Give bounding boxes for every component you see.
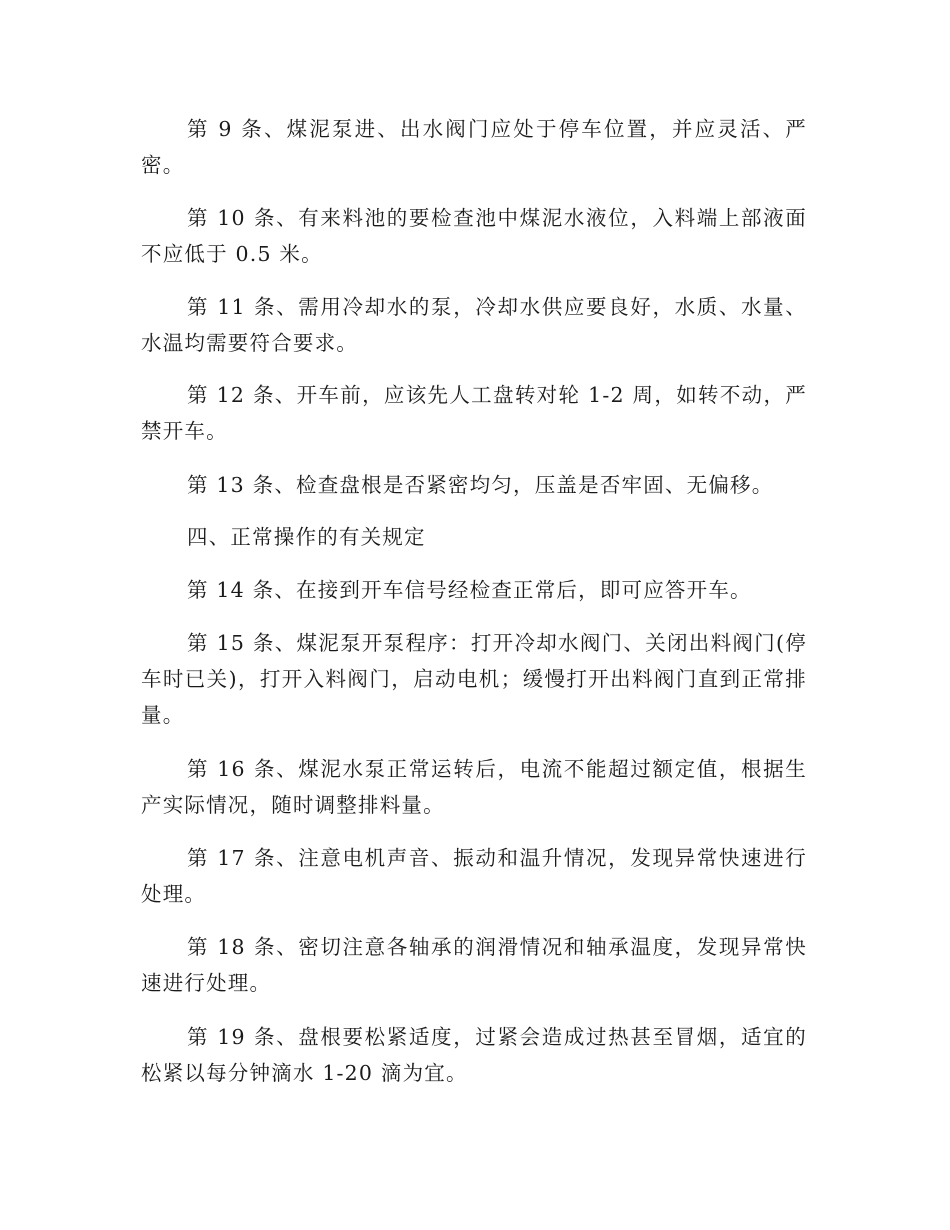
- section-heading: 四、正常操作的有关规定: [187, 525, 426, 549]
- paragraph-article-12: 第 12 条、开车前，应该先人工盘转对轮 1-2 周，如转不动，严禁开车。: [141, 383, 807, 443]
- paragraph-article-10: 第 10 条、有来料池的要检查池中煤泥水液位，入料端上部液面不应低于 0.5 米。: [141, 206, 807, 266]
- paragraph-article-19: 第 19 条、盘根要松紧适度，过紧会造成过热甚至冒烟，适宜的松紧以每分钟滴水 1-20 滴为宜。: [141, 1025, 807, 1085]
- paragraph-article-13: 第 13 条、检查盘根是否紧密均匀，压盖是否牢固、无偏移。: [187, 473, 774, 497]
- paragraph-article-16: 第 16 条、煤泥水泵正常运转后，电流不能超过额定值，根据生产实际情况，随时调整排料量。: [141, 757, 807, 817]
- paragraph-article-18: 第 18 条、密切注意各轴承的润滑情况和轴承温度，发现异常快速进行处理。: [141, 935, 807, 995]
- paragraph-article-15: 第 15 条、煤泥泵开泵程序：打开冷却水阀门、关闭出料阀门(停车时已关)，打开入料阀门，启动电机；缓慢打开出料阀门直到正常排量。: [141, 631, 807, 727]
- paragraph-article-9: 第 9 条、煤泥泵进、出水阀门应处于停车位置，并应灵活、严密。: [141, 117, 807, 177]
- paragraph-article-11: 第 11 条、需用冷却水的泵，冷却水供应要良好，水质、水量、水温均需要符合要求。: [141, 295, 807, 355]
- paragraph-article-17: 第 17 条、注意电机声音、振动和温升情况，发现异常快速进行处理。: [141, 846, 807, 906]
- paragraph-article-14: 第 14 条、在接到开车信号经检查正常后，即可应答开车。: [187, 578, 752, 602]
